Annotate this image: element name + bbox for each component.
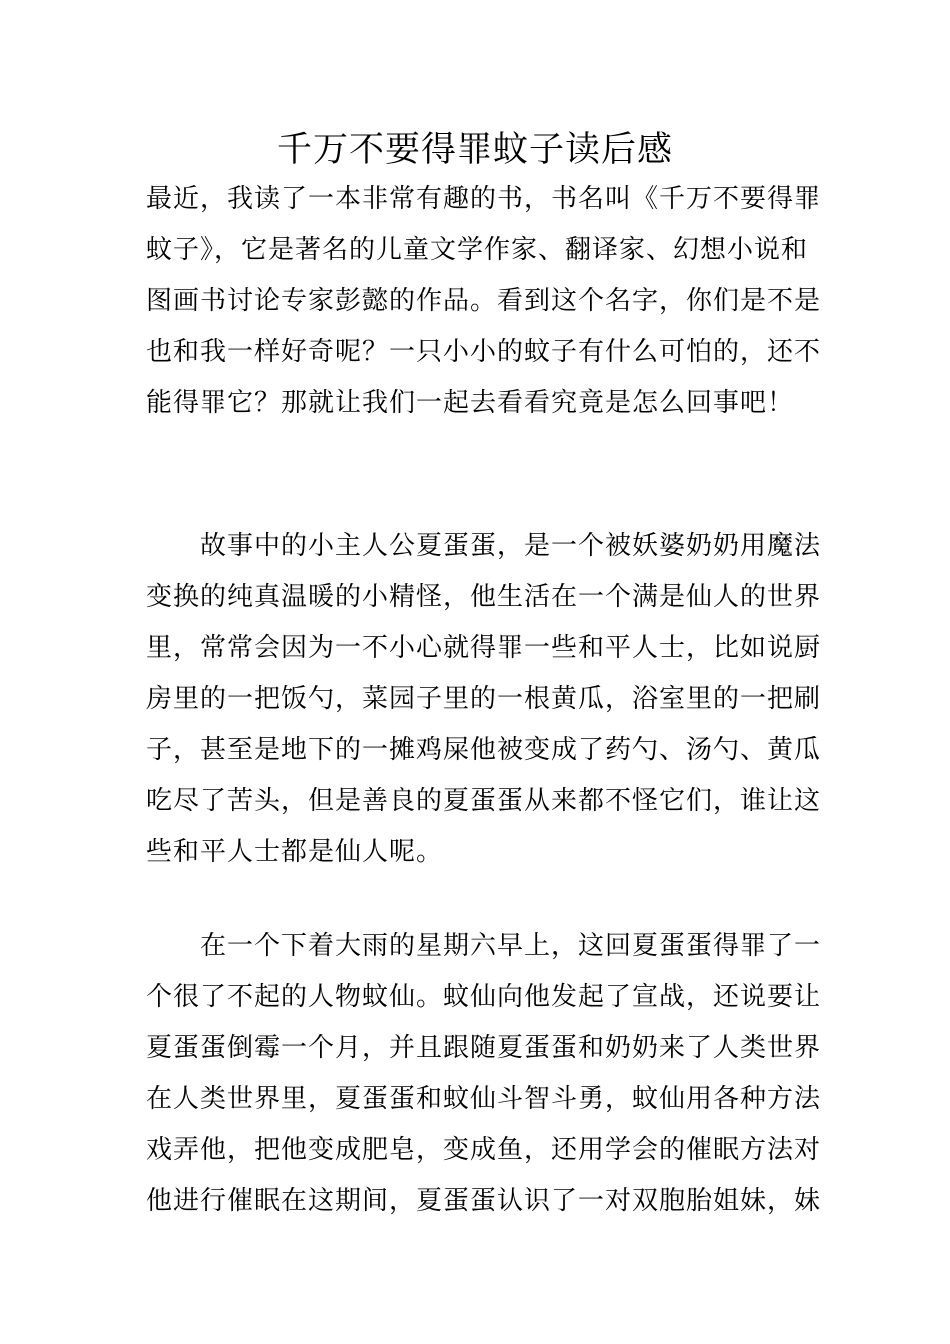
paragraph-line: 变换的纯真温暖的小精怪，他生活在一个满是仙人的世界 — [146, 582, 822, 612]
document-title: 千万不要得罪蚊子读后感 — [276, 130, 673, 170]
paragraph-line: 些和平人士都是仙人呢。 — [146, 837, 444, 867]
paragraph-line: 子，甚至是地下的一摊鸡屎他被变成了药勺、汤勺、黄瓜 — [146, 735, 822, 765]
paragraph-mosquito-fairy — [146, 921, 822, 1227]
paragraph-line: 个很了不起的人物蚊仙。蚊仙向他发起了宣战，还说要让 — [146, 982, 822, 1012]
paragraph-intro — [146, 174, 822, 429]
paragraph-line: 房里的一把饭勺，菜园子里的一根黄瓜，浴室里的一把刷 — [146, 684, 822, 714]
paragraph-story — [146, 521, 822, 878]
paragraph-line: 故事中的小主人公夏蛋蛋，是一个被妖婆奶奶用魔法 — [146, 531, 822, 561]
paragraph-line: 吃尽了苦头，但是善良的夏蛋蛋从来都不怪它们，谁让这 — [146, 786, 822, 816]
paragraph-line: 里，常常会因为一不小心就得罪一些和平人士，比如说厨 — [146, 633, 822, 663]
paragraph-line: 蚊子》，它是著名的儿童文学作家、翻译家、幻想小说和 — [146, 235, 809, 265]
paragraph-line: 能得罪它？那就让我们一起去看看究竟是怎么回事吧！ — [146, 388, 795, 418]
paragraph-line: 在人类世界里，夏蛋蛋和蚊仙斗智斗勇，蚊仙用各种方法 — [146, 1084, 822, 1114]
paragraph-line: 戏弄他，把他变成肥皂，变成鱼，还用学会的催眠方法对 — [146, 1135, 822, 1165]
paragraph-line: 最近，我读了一本非常有趣的书，书名叫《千万不要得罪 — [146, 184, 822, 214]
paragraph-line: 在一个下着大雨的星期六早上，这回夏蛋蛋得罪了一 — [146, 931, 822, 961]
paragraph-line: 图画书讨论专家彭懿的作品。看到这个名字，你们是不是 — [146, 286, 822, 316]
paragraph-line: 夏蛋蛋倒霉一个月，并且跟随夏蛋蛋和奶奶来了人类世界 — [146, 1033, 822, 1063]
paragraph-line: 他进行催眠在这期间，夏蛋蛋认识了一对双胞胎姐妹，妹 — [146, 1186, 822, 1216]
paragraph-line: 也和我一样好奇呢？一只小小的蚊子有什么可怕的，还不 — [146, 337, 822, 367]
